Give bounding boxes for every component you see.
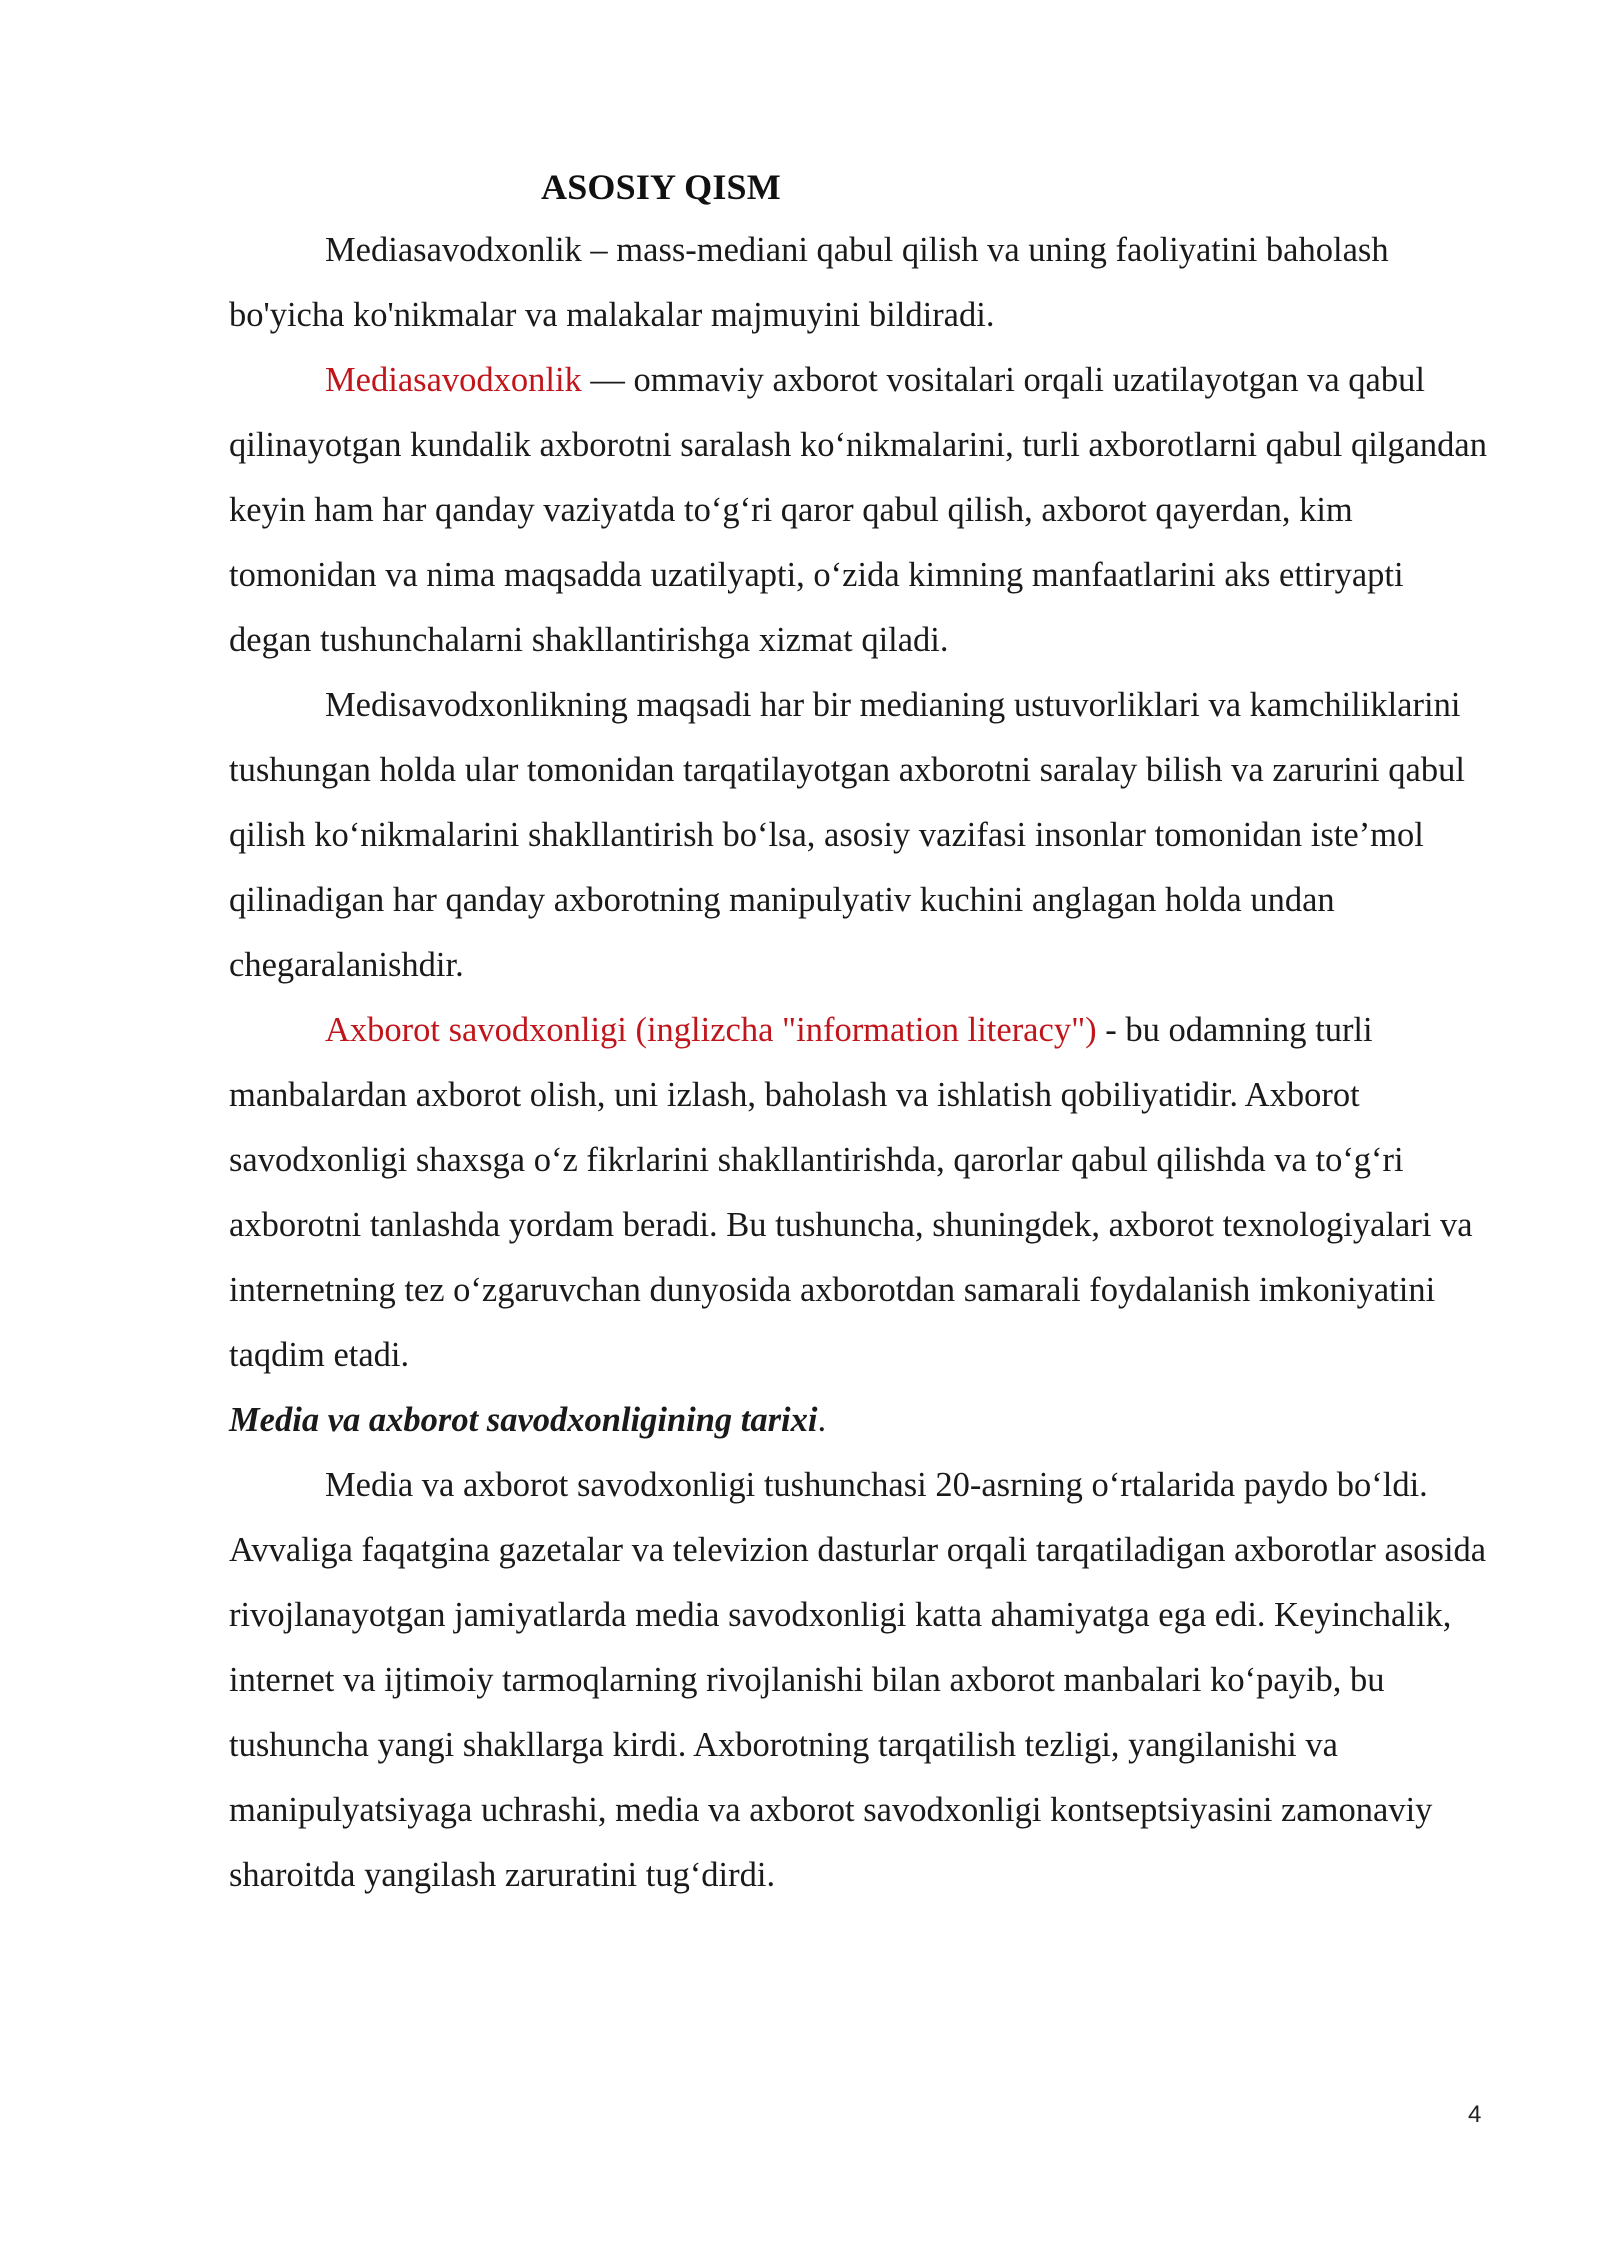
paragraph-goal	[229, 673, 1494, 998]
page-number: 4	[1468, 2101, 1482, 2128]
paragraph-text: Medisavodxonlikning maqsadi har bir medianing ustuvorliklari va kamchiliklarini tushungan holda ular tomonidan tarqatilayotgan axborotni saralay bilish va zarurini qabul qilish ko‘nikmalarini shakllantirish bo‘lsa, asosiy vazifasi insonlar tomonidan iste’mol qilinadigan har qanday axborotning manipulyativ kuchini anglagan holda undan chegaralanishdir.	[229, 686, 1465, 984]
subsection-title-period: .	[817, 1401, 827, 1439]
paragraph-text: - bu odamning turli manbalardan axborot olish, uni izlash, baholash va ishlatish qobiliyatidir. Axborot savodxonligi shaxsga o‘z fikrlarini shakllantirishda, qarorlar qabul qilishda va to‘g‘ri axborotni tanlashda yordam beradi. Bu tushuncha, shuningdek, axborot texnologiyalari va internetning tez o‘zgaruvchan dunyosida axborotdan samarali foydalanish imkoniyatini taqdim etadi.	[229, 1011, 1473, 1374]
paragraph-history	[229, 1453, 1494, 1908]
paragraph-mediasavodxonlik-definition	[229, 218, 1494, 348]
highlighted-term: Axborot savodxonligi (inglizcha "information literacy")	[325, 1011, 1097, 1049]
paragraph-mediasavodxonlik-extended	[229, 348, 1494, 673]
subsection-title	[229, 1388, 1494, 1453]
highlighted-term: Mediasavodxonlik	[325, 361, 582, 399]
page-content	[229, 162, 1494, 1908]
paragraph-text: — ommaviy axborot vositalari orqali uzatilayotgan va qabul qilinayotgan kundalik axborotni saralash ko‘nikmalarini, turli axborotlarni qabul qilgandan keyin ham har qanday vaziyatda to‘g‘ri qaror qabul qilish, axborot qayerdan, kim tomonidan va nima maqsadda uzatilyapti, o‘zida kimning manfaatlarini aks ettiryapti degan tushunchalarni shakllantirishga xizmat qiladi.	[229, 361, 1487, 659]
subsection-title-text: Media va axborot savodxonligining tarixi	[229, 1401, 818, 1439]
section-heading: ASOSIY QISM	[541, 167, 781, 207]
paragraph-text: Mediasavodxonlik – mass-mediani qabul qilish va uning faoliyatini baholash bo'yicha ko'nikmalar va malakalar majmuyini bildiradi.	[229, 231, 1389, 334]
paragraph-information-literacy	[229, 998, 1494, 1388]
paragraph-text: Media va axborot savodxonligi tushunchasi 20-asrning o‘rtalarida paydo bo‘ldi. Avvaliga faqatgina gazetalar va televizion dasturlar orqali tarqatiladigan axborotlar asosida rivojlanayotgan jamiyatlarda media savodxonligi katta ahamiyatga ega edi. Keyinchalik, internet va ijtimoiy tarmoqlarning rivojlanishi bilan axborot manbalari ko‘payib, bu tushuncha yangi shakllarga kirdi. Axborotning tarqatilish tezligi, yangilanishi va manipulyatsiyaga uchrashi, media va axborot savodxonligi kontseptsiyasini zamonaviy sharoitda yangilash zaruratini tug‘dirdi.	[229, 1466, 1487, 1894]
